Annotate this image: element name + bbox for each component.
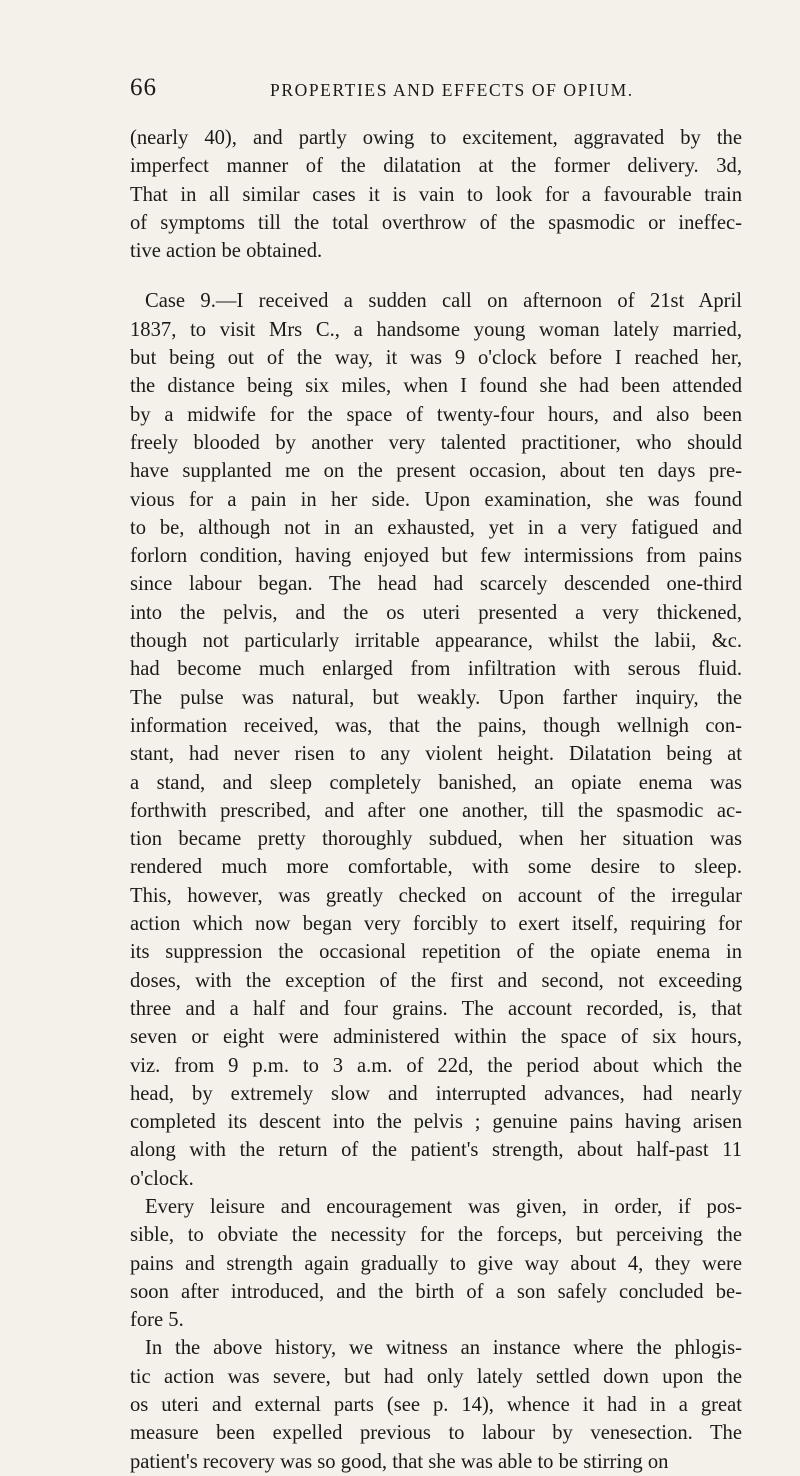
text-line: since labour began. The head had scarcely descended one-third <box>130 573 742 596</box>
text-line: sible, to obviate the necessity for the forceps, but perceiving the <box>130 1224 742 1247</box>
text-line: fore 5. <box>130 1309 184 1332</box>
text-line: by a midwife for the space of twenty-four hours, and also been <box>130 403 742 426</box>
text-line: seven or eight were administered within the space of six hours, <box>130 1026 742 1049</box>
text-line: patient's recovery was so good, that she was able to be stirring on <box>130 1450 669 1473</box>
text-line: into the pelvis, and the os uteri presented a very thickened, <box>130 601 742 624</box>
text-line: head, by extremely slow and interrupted advances, had nearly <box>130 1082 742 1105</box>
text-line: pains and strength again gradually to give way about 4, they were <box>130 1252 742 1275</box>
text-line: In the above history, we witness an instance where the phlogis- <box>145 1337 742 1360</box>
text-line: imperfect manner of the dilatation at the former delivery. 3d, <box>130 155 742 178</box>
text-line: viz. from 9 p.m. to 3 a.m. of 22d, the period about which the <box>130 1054 742 1077</box>
text-line: os uteri and external parts (see p. 14), whence it had in a great <box>130 1394 742 1417</box>
text-line: forlorn condition, having enjoyed but few intermissions from pains <box>130 545 742 568</box>
paragraph <box>130 287 742 1193</box>
text-line: soon after introduced, and the birth of a son safely concluded be- <box>130 1280 742 1303</box>
text-line: (nearly 40), and partly owing to excitement, aggravated by the <box>130 127 742 149</box>
text-line: This, however, was greatly checked on account of the irregular <box>130 884 742 907</box>
paragraph <box>130 1334 742 1475</box>
text-line: That in all similar cases it is vain to look for a favourable train <box>130 183 742 206</box>
running-title: PROPERTIES AND EFFECTS OF OPIUM. <box>270 80 634 100</box>
text-line: to be, although not in an exhausted, yet in a very fatigued and <box>130 516 742 539</box>
text-line: o'clock. <box>130 1167 194 1190</box>
text-line: completed its descent into the pelvis ; genuine pains having arisen <box>130 1111 742 1134</box>
text-line: The pulse was natural, but weakly. Upon farther inquiry, the <box>130 686 742 709</box>
text-line: had become much enlarged from infiltration with serous fluid. <box>130 658 742 681</box>
text-line: three and a half and four grains. The account recorded, is, that <box>130 997 742 1020</box>
page-number: 66 <box>130 74 157 101</box>
text-line: a stand, and sleep completely banished, an opiate enema was <box>130 771 742 794</box>
text-line: along with the return of the patient's strength, about half-past 11 <box>130 1139 742 1162</box>
text-line: rendered much more comfortable, with some desire to sleep. <box>130 856 742 879</box>
text-line: information received, was, that the pains, though wellnigh con- <box>130 714 742 737</box>
text-line: action which now began very forcibly to exert itself, requiring for <box>130 913 742 936</box>
text-line: have supplanted me on the present occasion, about ten days pre- <box>130 460 742 483</box>
text-line: forthwith prescribed, and after one another, till the spasmodic ac- <box>130 799 742 822</box>
text-line: though not particularly irritable appearance, whilst the labii, &c. <box>130 630 742 653</box>
paragraph <box>130 124 742 265</box>
text-line: 1837, to visit Mrs C., a handsome young woman lately married, <box>130 318 742 341</box>
text-line: measure been expelled previous to labour by venesection. The <box>130 1422 742 1445</box>
text-line: tion became pretty thoroughly subdued, when her situation was <box>130 828 742 851</box>
text-line: tic action was severe, but had only lately settled down upon the <box>130 1365 742 1388</box>
body-text <box>130 124 742 1476</box>
text-line: but being out of the way, it was 9 o'clock before I reached her, <box>130 347 742 370</box>
text-line: tive action be obtained. <box>130 240 323 263</box>
text-line: of symptoms till the total overthrow of the spasmodic or ineffec- <box>130 211 742 234</box>
text-line: its suppression the occasional repetition of the opiate enema in <box>130 941 742 964</box>
text-line: Case 9.—I received a sudden call on afternoon of 21st April <box>145 290 742 313</box>
running-header <box>130 74 740 104</box>
text-line: freely blooded by another very talented practitioner, who should <box>130 431 742 454</box>
text-line: doses, with the exception of the first and second, not exceeding <box>130 969 742 992</box>
text-line: stant, had never risen to any violent height. Dilatation being at <box>130 743 742 766</box>
paragraph-gap <box>130 265 742 287</box>
paragraph <box>130 1193 742 1334</box>
text-line: Every leisure and encouragement was given, in order, if pos- <box>145 1195 742 1218</box>
text-line: the distance being six miles, when I found she had been attended <box>130 375 742 398</box>
text-line: vious for a pain in her side. Upon examination, she was found <box>130 488 742 511</box>
